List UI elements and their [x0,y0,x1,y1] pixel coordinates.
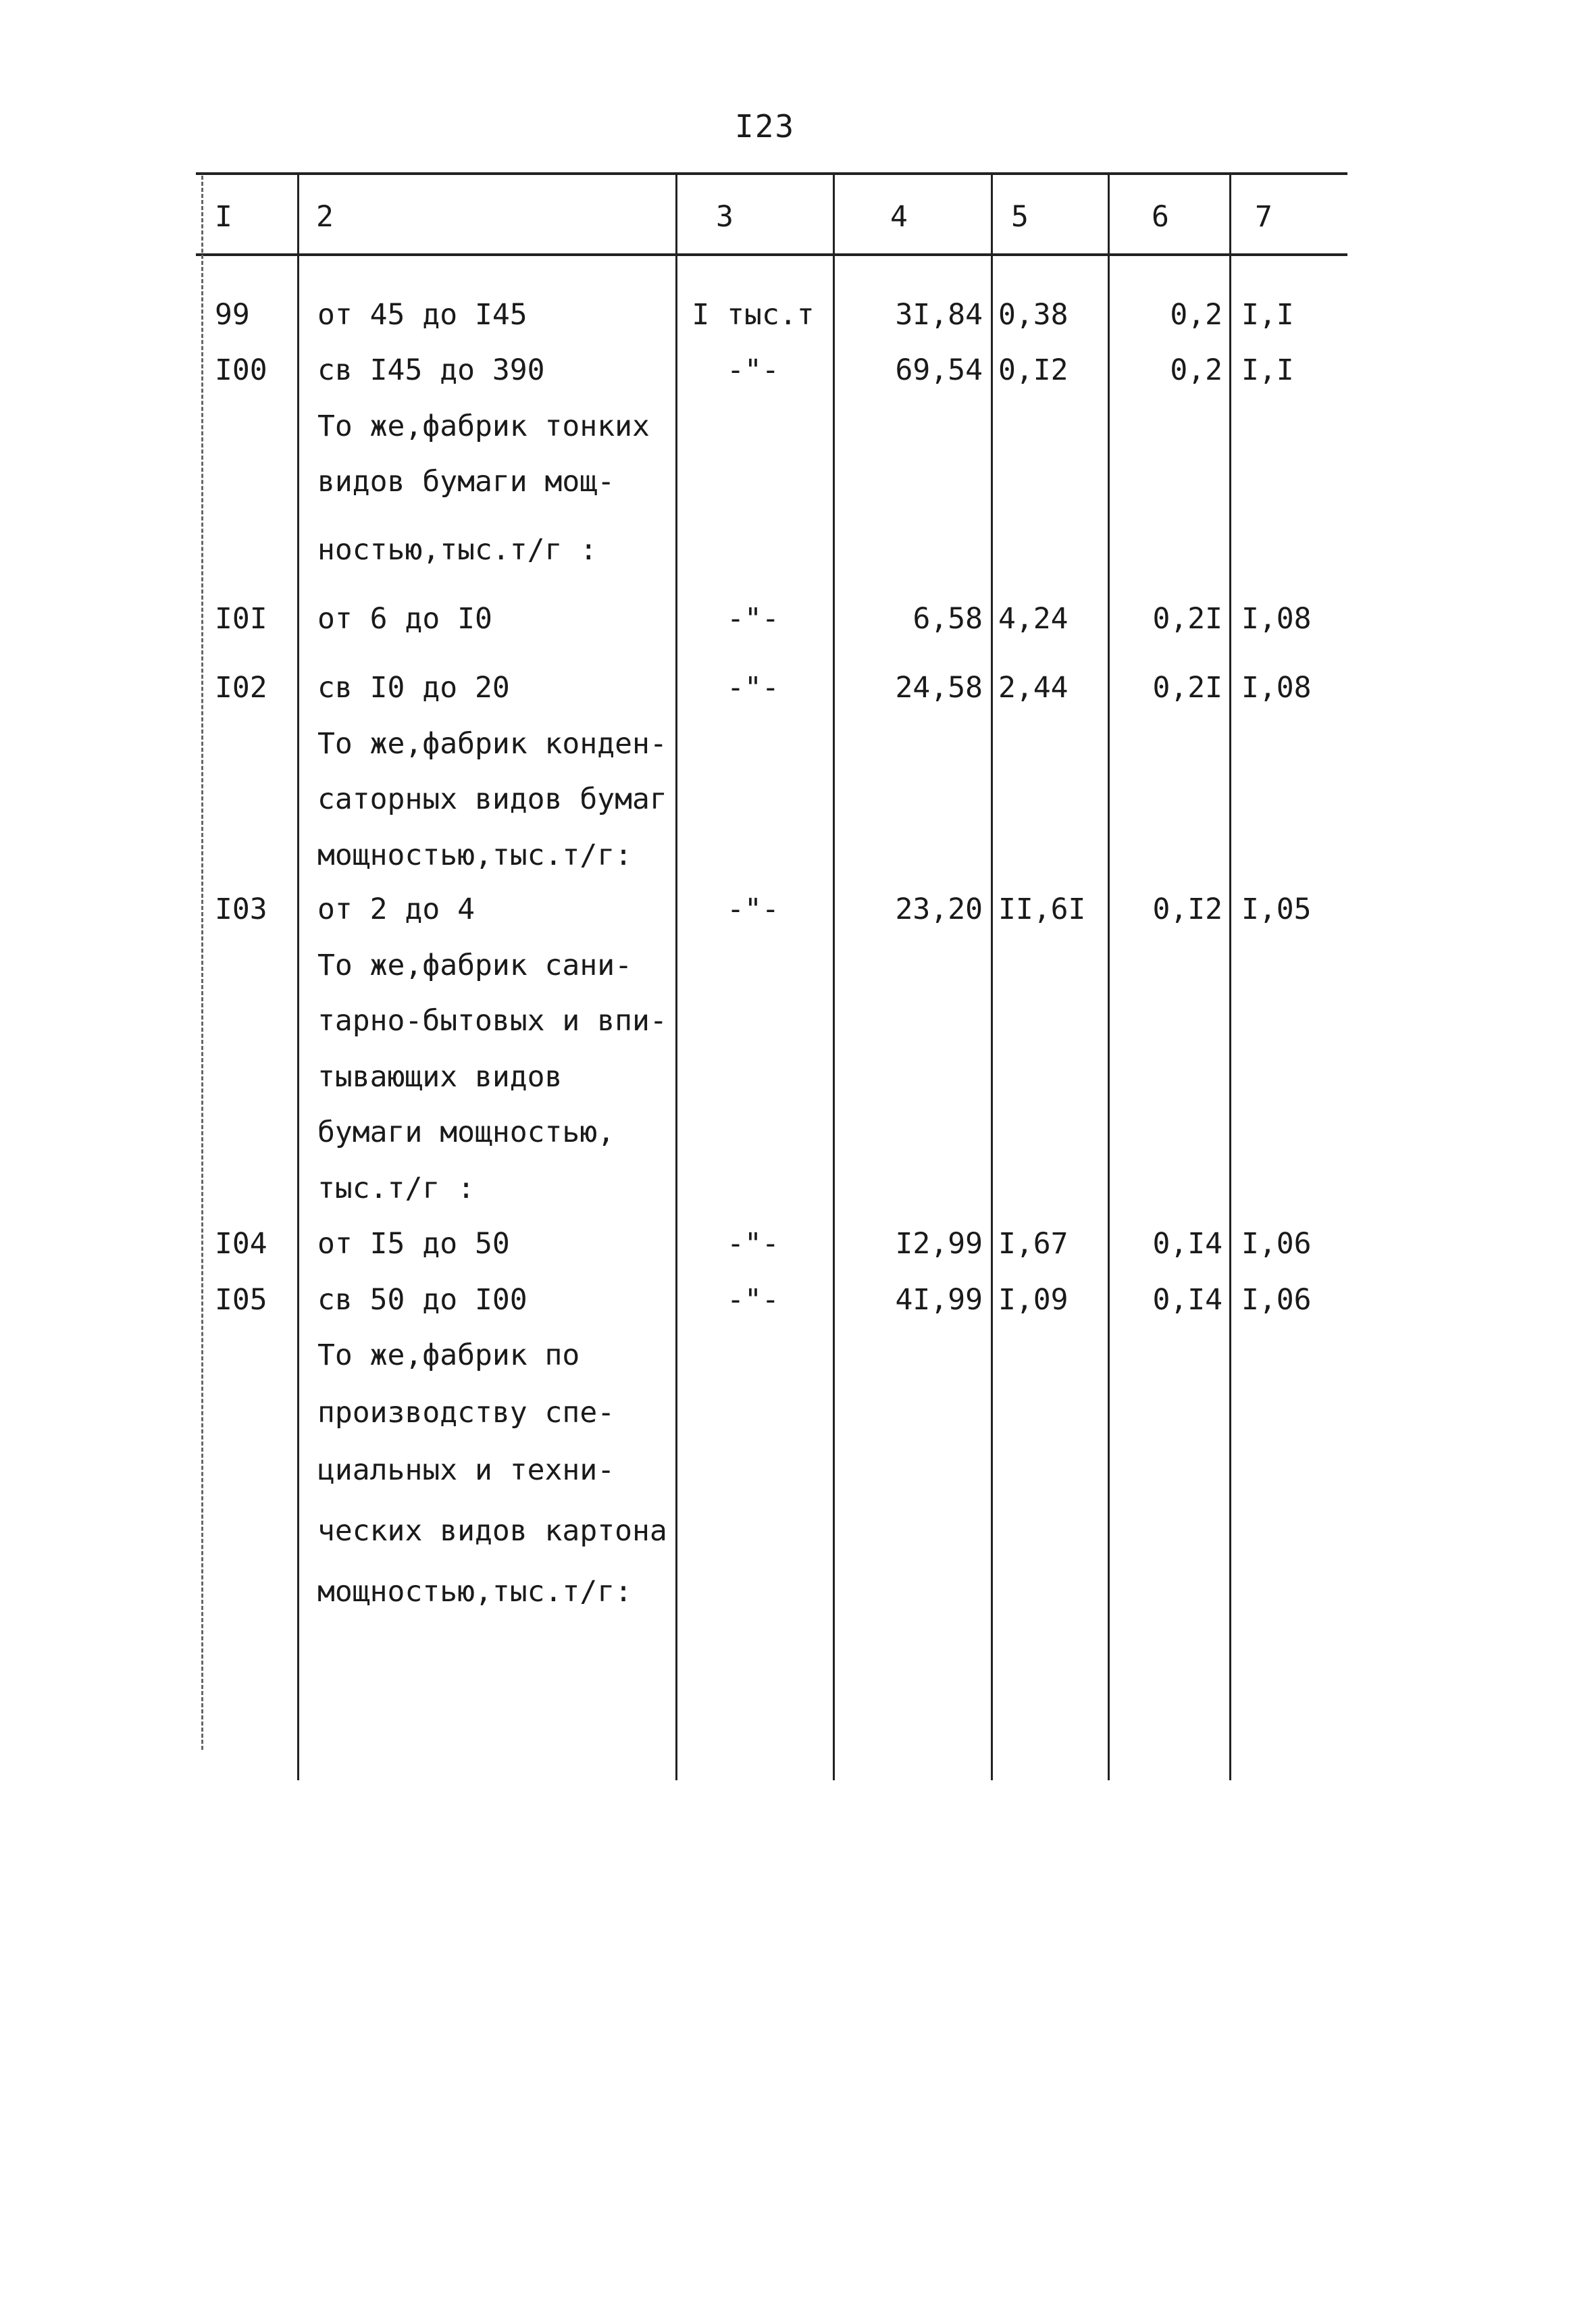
row-description: тыс.т/г : [317,1172,475,1205]
row-col7-value: I,08 [1241,602,1312,636]
row-number: I03 [215,892,267,926]
column-header: 5 [1011,200,1029,234]
column-divider [297,174,299,1780]
column-divider [1229,174,1231,1780]
row-col7-value: I,I [1241,353,1294,387]
row-col4-value: 4I,99 [895,1283,983,1317]
row-description: циальных и техни- [317,1453,615,1487]
row-description: То же,фабрик конден- [317,727,667,761]
row-description: То же,фабрик по [317,1338,580,1372]
row-col5-value: 4,24 [998,602,1069,636]
row-col7-value: I,05 [1241,892,1312,926]
page-number: I23 [735,108,796,145]
row-number: 99 [215,298,250,332]
row-number: I04 [215,1227,267,1261]
row-col6-value: 0,2I [1152,671,1222,705]
row-col6-value: 0,2 [1170,298,1222,332]
row-col7-value: I,06 [1241,1283,1312,1317]
row-col4-value: 3I,84 [895,298,983,332]
row-col4-value: I2,99 [895,1227,983,1261]
row-col7-value: I,I [1241,298,1294,332]
row-unit: -"- [727,1283,779,1317]
row-description: видов бумаги мощ- [317,465,615,499]
row-description: То же,фабрик сани- [317,949,632,982]
row-unit: -"- [727,602,779,636]
row-description: бумаги мощностью, [317,1115,615,1149]
row-description: мощностью,тыс.т/г: [317,1575,632,1609]
row-description: св I0 до 20 [317,671,510,705]
row-description: ческих видов картона [317,1514,667,1548]
column-header: 4 [890,200,908,234]
row-number: I0I [215,602,267,636]
row-description: от 6 до I0 [317,602,492,636]
row-description: св I45 до 390 [317,353,545,387]
row-description: ностью,тыс.т/г : [317,533,598,567]
left-border [201,176,203,1750]
row-col7-value: I,08 [1241,671,1312,705]
row-col5-value: 0,I2 [998,353,1069,387]
column-divider [1108,174,1110,1780]
row-unit: -"- [727,892,779,926]
row-col5-value: II,6I [998,892,1086,926]
column-header: 6 [1152,200,1169,234]
row-number: I02 [215,671,267,705]
row-unit: -"- [727,353,779,387]
row-description: производству спе- [317,1396,615,1430]
row-number: I05 [215,1283,267,1317]
row-description: тарно-бытовых и впи- [317,1004,667,1038]
table-top-rule [196,172,1347,175]
column-header: I [215,200,232,234]
row-description: св 50 до I00 [317,1283,527,1317]
row-col7-value: I,06 [1241,1227,1312,1261]
row-col4-value: 69,54 [895,353,983,387]
row-col5-value: 0,38 [998,298,1069,332]
row-col4-value: 6,58 [912,602,983,636]
row-description: тывающих видов [317,1060,563,1094]
row-description: от 45 до I45 [317,298,527,332]
column-header: 2 [316,200,334,234]
column-header: 3 [716,200,733,234]
column-divider [991,174,993,1780]
row-unit: -"- [727,1227,779,1261]
row-col4-value: 24,58 [895,671,983,705]
row-unit: I тыс.т [692,298,815,332]
row-col6-value: 0,2I [1152,602,1222,636]
row-unit: -"- [727,671,779,705]
row-description: от 2 до 4 [317,892,475,926]
row-col5-value: I,67 [998,1227,1069,1261]
row-col5-value: 2,44 [998,671,1069,705]
row-description: мощностью,тыс.т/г: [317,838,632,872]
row-number: I00 [215,353,267,387]
row-col6-value: 0,I2 [1152,892,1222,926]
row-description: саторных видов бумаг [317,782,667,816]
row-col6-value: 0,I4 [1152,1227,1222,1261]
row-description: от I5 до 50 [317,1227,510,1261]
column-header: 7 [1255,200,1272,234]
column-divider [833,174,835,1780]
row-col6-value: 0,I4 [1152,1283,1222,1317]
row-col5-value: I,09 [998,1283,1069,1317]
row-col6-value: 0,2 [1170,353,1222,387]
column-divider [675,174,677,1780]
header-bottom-rule [196,253,1347,256]
row-col4-value: 23,20 [895,892,983,926]
row-description: То же,фабрик тонких [317,409,650,443]
